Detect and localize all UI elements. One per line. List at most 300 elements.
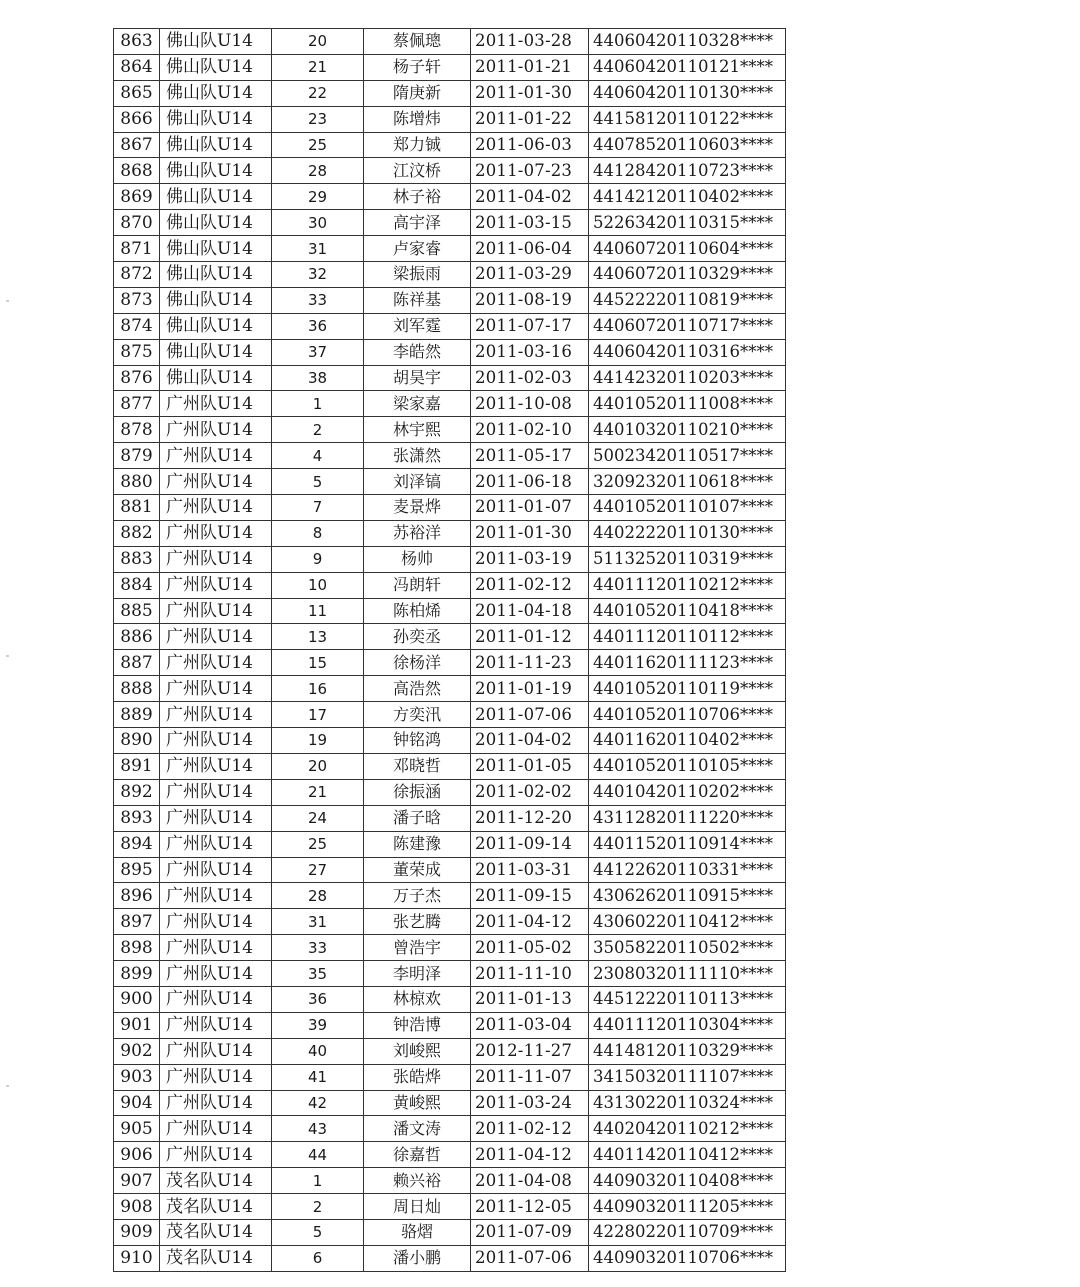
player-name: 苏裕洋 [364, 520, 471, 546]
row-number: 872 [114, 262, 160, 288]
row-number: 896 [114, 883, 160, 909]
row-number: 883 [114, 546, 160, 572]
birth-date: 2011-01-30 [471, 520, 589, 546]
row-number: 890 [114, 728, 160, 754]
birth-date: 2011-11-10 [471, 961, 589, 987]
player-name: 周日灿 [364, 1194, 471, 1220]
player-name: 万子杰 [364, 883, 471, 909]
jersey-number: 1 [272, 391, 364, 417]
jersey-number: 33 [272, 935, 364, 961]
table-row [114, 1245, 786, 1271]
jersey-number: 33 [272, 287, 364, 313]
jersey-number: 25 [272, 132, 364, 158]
player-name: 张皓烨 [364, 1064, 471, 1090]
player-name: 李皓然 [364, 339, 471, 365]
player-name: 陈建豫 [364, 831, 471, 857]
jersey-number: 28 [272, 883, 364, 909]
table-row [114, 417, 786, 443]
table-row [114, 1064, 786, 1090]
jersey-number: 44 [272, 1142, 364, 1168]
jersey-number: 43 [272, 1116, 364, 1142]
table-row [114, 831, 786, 857]
table-row [114, 779, 786, 805]
team-name: 佛山队U14 [160, 54, 272, 80]
birth-date: 2011-04-12 [471, 909, 589, 935]
id-number: 44011120110112**** [589, 624, 786, 650]
id-number: 44060420110316**** [589, 339, 786, 365]
id-number: 43062620110915**** [589, 883, 786, 909]
jersey-number: 7 [272, 495, 364, 521]
id-number: 44128420110723**** [589, 158, 786, 184]
table-row [114, 1116, 786, 1142]
row-number: 889 [114, 702, 160, 728]
team-name: 广州队U14 [160, 831, 272, 857]
player-name: 郑力铖 [364, 132, 471, 158]
row-number: 897 [114, 909, 160, 935]
jersey-number: 38 [272, 365, 364, 391]
team-name: 广州队U14 [160, 986, 272, 1012]
birth-date: 2011-03-24 [471, 1090, 589, 1116]
team-name: 佛山队U14 [160, 29, 272, 55]
team-name: 佛山队U14 [160, 184, 272, 210]
id-number: 44010520111008**** [589, 391, 786, 417]
birth-date: 2011-03-15 [471, 210, 589, 236]
birth-date: 2012-11-27 [471, 1038, 589, 1064]
birth-date: 2011-03-04 [471, 1012, 589, 1038]
birth-date: 2011-01-07 [471, 495, 589, 521]
id-number: 44010520110107**** [589, 495, 786, 521]
id-number: 44090320111205**** [589, 1194, 786, 1220]
row-number: 899 [114, 961, 160, 987]
id-number: 44512220110113**** [589, 986, 786, 1012]
table-row [114, 29, 786, 55]
player-name: 林子裕 [364, 184, 471, 210]
jersey-number: 5 [272, 469, 364, 495]
table-row [114, 54, 786, 80]
birth-date: 2011-04-18 [471, 598, 589, 624]
jersey-number: 31 [272, 236, 364, 262]
table-row [114, 1219, 786, 1245]
jersey-number: 30 [272, 210, 364, 236]
row-number: 875 [114, 339, 160, 365]
player-name: 高宇泽 [364, 210, 471, 236]
table-row [114, 650, 786, 676]
birth-date: 2011-07-06 [471, 1245, 589, 1271]
team-name: 佛山队U14 [160, 158, 272, 184]
birth-date: 2011-06-18 [471, 469, 589, 495]
jersey-number: 42 [272, 1090, 364, 1116]
row-number: 879 [114, 443, 160, 469]
player-name: 高浩然 [364, 676, 471, 702]
table-row [114, 80, 786, 106]
birth-date: 2011-04-02 [471, 184, 589, 210]
player-name: 刘泽镐 [364, 469, 471, 495]
jersey-number: 2 [272, 417, 364, 443]
table-row [114, 106, 786, 132]
id-number: 43130220110324**** [589, 1090, 786, 1116]
row-number: 869 [114, 184, 160, 210]
id-number: 44090320110706**** [589, 1245, 786, 1271]
team-name: 佛山队U14 [160, 339, 272, 365]
roster-body [114, 29, 786, 1272]
team-name: 广州队U14 [160, 443, 272, 469]
player-name: 杨帅 [364, 546, 471, 572]
id-number: 44142120110402**** [589, 184, 786, 210]
birth-date: 2011-03-16 [471, 339, 589, 365]
jersey-number: 13 [272, 624, 364, 650]
table-row [114, 158, 786, 184]
birth-date: 2011-09-15 [471, 883, 589, 909]
id-number: 44010520110418**** [589, 598, 786, 624]
row-number: 882 [114, 520, 160, 546]
player-name: 梁家嘉 [364, 391, 471, 417]
team-name: 广州队U14 [160, 728, 272, 754]
birth-date: 2011-05-17 [471, 443, 589, 469]
scan-speck [6, 1085, 9, 1087]
team-name: 广州队U14 [160, 857, 272, 883]
birth-date: 2011-02-12 [471, 572, 589, 598]
birth-date: 2011-06-03 [471, 132, 589, 158]
table-row [114, 1142, 786, 1168]
player-name: 曾浩宇 [364, 935, 471, 961]
id-number: 44158120110122**** [589, 106, 786, 132]
jersey-number: 1 [272, 1168, 364, 1194]
birth-date: 2011-10-08 [471, 391, 589, 417]
birth-date: 2011-01-13 [471, 986, 589, 1012]
row-number: 887 [114, 650, 160, 676]
player-name: 李明泽 [364, 961, 471, 987]
team-name: 广州队U14 [160, 417, 272, 443]
id-number: 35058220110502**** [589, 935, 786, 961]
team-name: 佛山队U14 [160, 106, 272, 132]
player-name: 胡昊宇 [364, 365, 471, 391]
table-row [114, 132, 786, 158]
id-number: 44148120110329**** [589, 1038, 786, 1064]
table-row [114, 986, 786, 1012]
jersey-number: 41 [272, 1064, 364, 1090]
row-number: 866 [114, 106, 160, 132]
player-name: 陈柏烯 [364, 598, 471, 624]
row-number: 880 [114, 469, 160, 495]
id-number: 44060720110604**** [589, 236, 786, 262]
birth-date: 2011-02-02 [471, 779, 589, 805]
birth-date: 2011-08-19 [471, 287, 589, 313]
row-number: 906 [114, 1142, 160, 1168]
table-row [114, 469, 786, 495]
jersey-number: 9 [272, 546, 364, 572]
id-number: 44090320110408**** [589, 1168, 786, 1194]
table-row [114, 598, 786, 624]
birth-date: 2011-01-30 [471, 80, 589, 106]
table-row [114, 1012, 786, 1038]
team-name: 茂名队U14 [160, 1194, 272, 1220]
player-name: 潘小鹏 [364, 1245, 471, 1271]
birth-date: 2011-12-20 [471, 805, 589, 831]
jersey-number: 36 [272, 986, 364, 1012]
id-number: 44011420110412**** [589, 1142, 786, 1168]
birth-date: 2011-01-21 [471, 54, 589, 80]
birth-date: 2011-11-07 [471, 1064, 589, 1090]
row-number: 903 [114, 1064, 160, 1090]
player-name: 陈增炜 [364, 106, 471, 132]
id-number: 50023420110517**** [589, 443, 786, 469]
player-name: 蔡佩璁 [364, 29, 471, 55]
team-name: 广州队U14 [160, 702, 272, 728]
birth-date: 2011-04-08 [471, 1168, 589, 1194]
id-number: 44022220110130**** [589, 520, 786, 546]
birth-date: 2011-07-23 [471, 158, 589, 184]
id-number: 44060420110130**** [589, 80, 786, 106]
team-name: 佛山队U14 [160, 262, 272, 288]
row-number: 894 [114, 831, 160, 857]
table-row [114, 313, 786, 339]
table-row [114, 676, 786, 702]
team-name: 佛山队U14 [160, 210, 272, 236]
team-name: 佛山队U14 [160, 313, 272, 339]
team-name: 广州队U14 [160, 650, 272, 676]
id-number: 44010520110706**** [589, 702, 786, 728]
jersey-number: 37 [272, 339, 364, 365]
row-number: 891 [114, 753, 160, 779]
row-number: 886 [114, 624, 160, 650]
jersey-number: 17 [272, 702, 364, 728]
player-name: 隋庚新 [364, 80, 471, 106]
jersey-number: 23 [272, 106, 364, 132]
table-row [114, 728, 786, 754]
table-row [114, 184, 786, 210]
table-row [114, 339, 786, 365]
row-number: 873 [114, 287, 160, 313]
id-number: 44122620110331**** [589, 857, 786, 883]
table-row [114, 805, 786, 831]
birth-date: 2011-07-17 [471, 313, 589, 339]
jersey-number: 2 [272, 1194, 364, 1220]
row-number: 878 [114, 417, 160, 443]
team-name: 广州队U14 [160, 935, 272, 961]
id-number: 44010520110119**** [589, 676, 786, 702]
jersey-number: 6 [272, 1245, 364, 1271]
team-name: 茂名队U14 [160, 1245, 272, 1271]
id-number: 43112820111220**** [589, 805, 786, 831]
team-name: 佛山队U14 [160, 132, 272, 158]
id-number: 34150320111107**** [589, 1064, 786, 1090]
id-number: 43060220110412**** [589, 909, 786, 935]
team-name: 广州队U14 [160, 1038, 272, 1064]
player-name: 卢家睿 [364, 236, 471, 262]
player-name: 江汶桥 [364, 158, 471, 184]
table-row [114, 443, 786, 469]
player-name: 林宇熙 [364, 417, 471, 443]
birth-date: 2011-06-04 [471, 236, 589, 262]
row-number: 901 [114, 1012, 160, 1038]
table-row [114, 520, 786, 546]
jersey-number: 10 [272, 572, 364, 598]
team-name: 广州队U14 [160, 1012, 272, 1038]
team-name: 广州队U14 [160, 598, 272, 624]
id-number: 44060720110717**** [589, 313, 786, 339]
birth-date: 2011-07-09 [471, 1219, 589, 1245]
birth-date: 2011-01-12 [471, 624, 589, 650]
jersey-number: 24 [272, 805, 364, 831]
birth-date: 2011-09-14 [471, 831, 589, 857]
id-number: 44060720110329**** [589, 262, 786, 288]
team-name: 广州队U14 [160, 1064, 272, 1090]
birth-date: 2011-03-31 [471, 857, 589, 883]
jersey-number: 21 [272, 779, 364, 805]
table-row [114, 365, 786, 391]
birth-date: 2011-07-06 [471, 702, 589, 728]
player-name: 赖兴裕 [364, 1168, 471, 1194]
table-row [114, 1090, 786, 1116]
row-number: 905 [114, 1116, 160, 1142]
table-row [114, 909, 786, 935]
row-number: 895 [114, 857, 160, 883]
birth-date: 2011-02-12 [471, 1116, 589, 1142]
team-name: 广州队U14 [160, 391, 272, 417]
player-name: 邓晓哲 [364, 753, 471, 779]
row-number: 864 [114, 54, 160, 80]
table-row [114, 495, 786, 521]
jersey-number: 19 [272, 728, 364, 754]
roster-table [113, 28, 786, 1272]
row-number: 863 [114, 29, 160, 55]
jersey-number: 39 [272, 1012, 364, 1038]
player-name: 林椋欢 [364, 986, 471, 1012]
team-name: 广州队U14 [160, 624, 272, 650]
scan-speck [6, 300, 9, 302]
id-number: 52263420110315**** [589, 210, 786, 236]
team-name: 广州队U14 [160, 1116, 272, 1142]
player-name: 徐杨洋 [364, 650, 471, 676]
row-number: 868 [114, 158, 160, 184]
jersey-number: 32 [272, 262, 364, 288]
table-row [114, 572, 786, 598]
jersey-number: 11 [272, 598, 364, 624]
player-name: 黄峻熙 [364, 1090, 471, 1116]
jersey-number: 35 [272, 961, 364, 987]
player-name: 潘文涛 [364, 1116, 471, 1142]
row-number: 884 [114, 572, 160, 598]
team-name: 广州队U14 [160, 520, 272, 546]
table-row [114, 883, 786, 909]
player-name: 孙奕丞 [364, 624, 471, 650]
id-number: 44010420110202**** [589, 779, 786, 805]
table-row [114, 262, 786, 288]
id-number: 44011120110212**** [589, 572, 786, 598]
table-row [114, 1194, 786, 1220]
birth-date: 2011-01-05 [471, 753, 589, 779]
jersey-number: 20 [272, 29, 364, 55]
id-number: 32092320110618**** [589, 469, 786, 495]
row-number: 902 [114, 1038, 160, 1064]
jersey-number: 40 [272, 1038, 364, 1064]
player-name: 钟浩博 [364, 1012, 471, 1038]
player-name: 张艺腾 [364, 909, 471, 935]
id-number: 51132520110319**** [589, 546, 786, 572]
id-number: 44142320110203**** [589, 365, 786, 391]
id-number: 44020420110212**** [589, 1116, 786, 1142]
player-name: 潘子晗 [364, 805, 471, 831]
row-number: 888 [114, 676, 160, 702]
birth-date: 2011-05-02 [471, 935, 589, 961]
jersey-number: 25 [272, 831, 364, 857]
player-name: 刘峻熙 [364, 1038, 471, 1064]
row-number: 892 [114, 779, 160, 805]
team-name: 茂名队U14 [160, 1219, 272, 1245]
player-name: 刘军霆 [364, 313, 471, 339]
id-number: 44011520110914**** [589, 831, 786, 857]
row-number: 893 [114, 805, 160, 831]
birth-date: 2011-11-23 [471, 650, 589, 676]
jersey-number: 16 [272, 676, 364, 702]
id-number: 44010520110105**** [589, 753, 786, 779]
birth-date: 2011-03-28 [471, 29, 589, 55]
id-number: 44060420110121**** [589, 54, 786, 80]
table-row [114, 935, 786, 961]
row-number: 908 [114, 1194, 160, 1220]
player-name: 麦景烨 [364, 495, 471, 521]
jersey-number: 21 [272, 54, 364, 80]
row-number: 867 [114, 132, 160, 158]
player-name: 董荣成 [364, 857, 471, 883]
row-number: 876 [114, 365, 160, 391]
team-name: 广州队U14 [160, 676, 272, 702]
table-row [114, 1038, 786, 1064]
table-row [114, 753, 786, 779]
birth-date: 2011-12-05 [471, 1194, 589, 1220]
jersey-number: 28 [272, 158, 364, 184]
table-row [114, 287, 786, 313]
player-name: 冯朗轩 [364, 572, 471, 598]
player-name: 徐嘉哲 [364, 1142, 471, 1168]
birth-date: 2011-03-29 [471, 262, 589, 288]
row-number: 877 [114, 391, 160, 417]
table-row [114, 210, 786, 236]
id-number: 44011120110304**** [589, 1012, 786, 1038]
team-name: 广州队U14 [160, 1142, 272, 1168]
table-row [114, 391, 786, 417]
table-row [114, 702, 786, 728]
row-number: 900 [114, 986, 160, 1012]
table-row [114, 857, 786, 883]
birth-date: 2011-02-10 [471, 417, 589, 443]
team-name: 广州队U14 [160, 961, 272, 987]
player-name: 徐振涵 [364, 779, 471, 805]
player-name: 钟铭鸿 [364, 728, 471, 754]
id-number: 44522220110819**** [589, 287, 786, 313]
table-row [114, 961, 786, 987]
birth-date: 2011-02-03 [471, 365, 589, 391]
table-row [114, 546, 786, 572]
id-number: 44078520110603**** [589, 132, 786, 158]
team-name: 广州队U14 [160, 572, 272, 598]
jersey-number: 27 [272, 857, 364, 883]
table-row [114, 1168, 786, 1194]
team-name: 广州队U14 [160, 779, 272, 805]
row-number: 865 [114, 80, 160, 106]
birth-date: 2011-04-02 [471, 728, 589, 754]
player-name: 陈祥基 [364, 287, 471, 313]
id-number: 44011620111123**** [589, 650, 786, 676]
row-number: 885 [114, 598, 160, 624]
team-name: 广州队U14 [160, 495, 272, 521]
team-name: 佛山队U14 [160, 287, 272, 313]
scan-speck [6, 655, 9, 657]
jersey-number: 4 [272, 443, 364, 469]
team-name: 佛山队U14 [160, 236, 272, 262]
row-number: 909 [114, 1219, 160, 1245]
jersey-number: 29 [272, 184, 364, 210]
